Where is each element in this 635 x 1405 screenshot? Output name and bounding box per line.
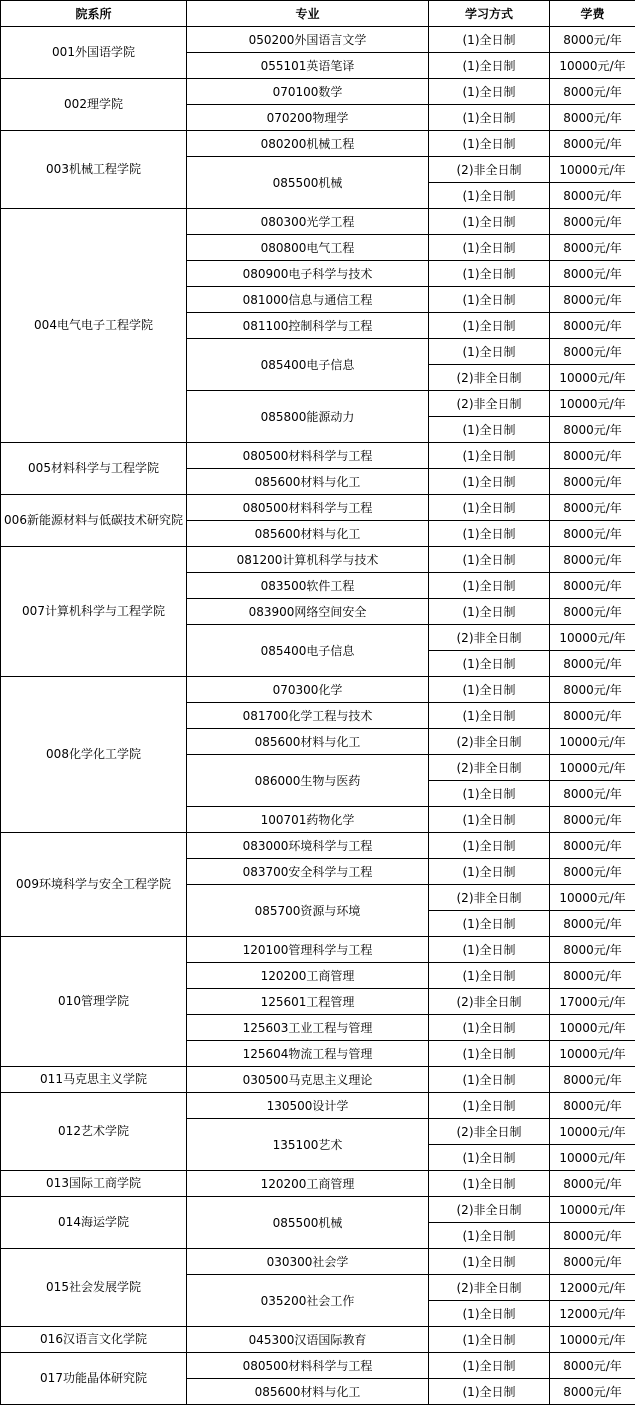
dept-cell: 017功能晶体研究院 <box>1 1353 187 1405</box>
fee-cell: 8000元/年 <box>550 183 635 209</box>
header-row <box>1 1 635 27</box>
fee-cell: 8000元/年 <box>550 937 635 963</box>
study-mode-cell: (1)全日制 <box>429 807 550 833</box>
major-cell: 083000环境科学与工程 <box>187 833 429 859</box>
fee-cell: 10000元/年 <box>550 1197 635 1223</box>
study-mode-cell: (1)全日制 <box>429 1379 550 1405</box>
study-mode-cell: (1)全日制 <box>429 183 550 209</box>
study-mode-cell: (2)非全日制 <box>429 1275 550 1301</box>
fee-cell: 12000元/年 <box>550 1301 635 1327</box>
fee-cell: 10000元/年 <box>550 391 635 417</box>
major-cell: 083900网络空间安全 <box>187 599 429 625</box>
table-row <box>1 1171 635 1197</box>
study-mode-cell: (2)非全日制 <box>429 365 550 391</box>
fee-cell: 8000元/年 <box>550 313 635 339</box>
study-mode-cell: (1)全日制 <box>429 833 550 859</box>
dept-cell: 002理学院 <box>1 79 187 131</box>
fee-cell: 8000元/年 <box>550 859 635 885</box>
study-mode-cell: (1)全日制 <box>429 937 550 963</box>
study-mode-cell: (1)全日制 <box>429 1249 550 1275</box>
major-cell: 125603工业工程与管理 <box>187 1015 429 1041</box>
major-cell: 081200计算机科学与技术 <box>187 547 429 573</box>
fee-cell: 10000元/年 <box>550 1145 635 1171</box>
study-mode-cell: (1)全日制 <box>429 417 550 443</box>
table-row <box>1 1093 635 1119</box>
table-row <box>1 937 635 963</box>
fee-cell: 8000元/年 <box>550 79 635 105</box>
major-cell: 070200物理学 <box>187 105 429 131</box>
study-mode-cell: (1)全日制 <box>429 1041 550 1067</box>
fee-cell: 8000元/年 <box>550 599 635 625</box>
table-row <box>1 1353 635 1379</box>
study-mode-cell: (1)全日制 <box>429 573 550 599</box>
fee-cell: 8000元/年 <box>550 833 635 859</box>
study-mode-cell: (1)全日制 <box>429 1327 550 1353</box>
dept-cell: 011马克思主义学院 <box>1 1067 187 1093</box>
major-cell: 030300社会学 <box>187 1249 429 1275</box>
major-cell: 080800电气工程 <box>187 235 429 261</box>
study-mode-cell: (1)全日制 <box>429 131 550 157</box>
fee-cell: 12000元/年 <box>550 1275 635 1301</box>
study-mode-cell: (1)全日制 <box>429 27 550 53</box>
major-cell: 035200社会工作 <box>187 1275 429 1327</box>
fee-cell: 8000元/年 <box>550 287 635 313</box>
major-cell: 080900电子科学与技术 <box>187 261 429 287</box>
dept-cell: 012艺术学院 <box>1 1093 187 1171</box>
header-major: 专业 <box>187 1 429 27</box>
fee-cell: 8000元/年 <box>550 1067 635 1093</box>
fee-cell: 10000元/年 <box>550 1327 635 1353</box>
study-mode-cell: (1)全日制 <box>429 53 550 79</box>
major-cell: 085800能源动力 <box>187 391 429 443</box>
fee-cell: 10000元/年 <box>550 53 635 79</box>
major-cell: 050200外国语言文学 <box>187 27 429 53</box>
major-cell: 045300汉语国际教育 <box>187 1327 429 1353</box>
major-cell: 085600材料与化工 <box>187 469 429 495</box>
table-row <box>1 495 635 521</box>
fee-cell: 10000元/年 <box>550 365 635 391</box>
fee-cell: 8000元/年 <box>550 911 635 937</box>
major-cell: 085600材料与化工 <box>187 729 429 755</box>
study-mode-cell: (2)非全日制 <box>429 391 550 417</box>
dept-cell: 007计算机科学与工程学院 <box>1 547 187 677</box>
major-cell: 083700安全科学与工程 <box>187 859 429 885</box>
fee-cell: 8000元/年 <box>550 703 635 729</box>
fee-cell: 8000元/年 <box>550 443 635 469</box>
study-mode-cell: (1)全日制 <box>429 287 550 313</box>
dept-cell: 014海运学院 <box>1 1197 187 1249</box>
major-cell: 086000生物与医药 <box>187 755 429 807</box>
major-cell: 083500软件工程 <box>187 573 429 599</box>
major-cell: 120200工商管理 <box>187 963 429 989</box>
dept-cell: 015社会发展学院 <box>1 1249 187 1327</box>
fee-cell: 8000元/年 <box>550 1249 635 1275</box>
dept-cell: 004电气电子工程学院 <box>1 209 187 443</box>
table-body <box>1 27 635 1405</box>
study-mode-cell: (1)全日制 <box>429 651 550 677</box>
major-cell: 120100管理科学与工程 <box>187 937 429 963</box>
table-row <box>1 1067 635 1093</box>
major-cell: 081100控制科学与工程 <box>187 313 429 339</box>
header-dept: 院系所 <box>1 1 187 27</box>
fee-cell: 8000元/年 <box>550 781 635 807</box>
study-mode-cell: (1)全日制 <box>429 1353 550 1379</box>
study-mode-cell: (1)全日制 <box>429 313 550 339</box>
study-mode-cell: (2)非全日制 <box>429 885 550 911</box>
dept-cell: 001外国语学院 <box>1 27 187 79</box>
table-row <box>1 27 635 53</box>
study-mode-cell: (2)非全日制 <box>429 1197 550 1223</box>
dept-cell: 005材料科学与工程学院 <box>1 443 187 495</box>
study-mode-cell: (1)全日制 <box>429 495 550 521</box>
study-mode-cell: (1)全日制 <box>429 677 550 703</box>
study-mode-cell: (2)非全日制 <box>429 755 550 781</box>
study-mode-cell: (1)全日制 <box>429 1015 550 1041</box>
dept-cell: 010管理学院 <box>1 937 187 1067</box>
fee-cell: 8000元/年 <box>550 521 635 547</box>
fee-cell: 8000元/年 <box>550 235 635 261</box>
major-cell: 080200机械工程 <box>187 131 429 157</box>
fee-cell: 10000元/年 <box>550 729 635 755</box>
fee-cell: 10000元/年 <box>550 1041 635 1067</box>
header-fee: 学费 <box>550 1 635 27</box>
study-mode-cell: (2)非全日制 <box>429 729 550 755</box>
table-row <box>1 131 635 157</box>
major-cell: 125601工程管理 <box>187 989 429 1015</box>
fee-cell: 8000元/年 <box>550 209 635 235</box>
header-mode: 学习方式 <box>429 1 550 27</box>
study-mode-cell: (1)全日制 <box>429 599 550 625</box>
fee-cell: 8000元/年 <box>550 469 635 495</box>
table-row <box>1 1197 635 1223</box>
fee-cell: 10000元/年 <box>550 625 635 651</box>
table-row <box>1 1249 635 1275</box>
dept-cell: 013国际工商学院 <box>1 1171 187 1197</box>
fee-cell: 8000元/年 <box>550 1379 635 1405</box>
major-cell: 130500设计学 <box>187 1093 429 1119</box>
study-mode-cell: (1)全日制 <box>429 547 550 573</box>
table-row <box>1 209 635 235</box>
study-mode-cell: (1)全日制 <box>429 703 550 729</box>
major-cell: 085400电子信息 <box>187 339 429 391</box>
study-mode-cell: (1)全日制 <box>429 963 550 989</box>
study-mode-cell: (1)全日制 <box>429 1223 550 1249</box>
study-mode-cell: (1)全日制 <box>429 1093 550 1119</box>
table-row <box>1 677 635 703</box>
major-cell: 085700资源与环境 <box>187 885 429 937</box>
major-cell: 085600材料与化工 <box>187 1379 429 1405</box>
major-cell: 135100艺术 <box>187 1119 429 1171</box>
fee-cell: 17000元/年 <box>550 989 635 1015</box>
fee-cell: 8000元/年 <box>550 1223 635 1249</box>
fee-cell: 8000元/年 <box>550 1353 635 1379</box>
major-cell: 080500材料科学与工程 <box>187 495 429 521</box>
major-cell: 085500机械 <box>187 157 429 209</box>
major-cell: 070100数学 <box>187 79 429 105</box>
fee-cell: 10000元/年 <box>550 885 635 911</box>
dept-cell: 003机械工程学院 <box>1 131 187 209</box>
fee-cell: 8000元/年 <box>550 417 635 443</box>
table-row <box>1 1327 635 1353</box>
fee-cell: 8000元/年 <box>550 339 635 365</box>
fee-cell: 8000元/年 <box>550 27 635 53</box>
major-cell: 125604物流工程与管理 <box>187 1041 429 1067</box>
table-row <box>1 443 635 469</box>
major-cell: 055101英语笔译 <box>187 53 429 79</box>
study-mode-cell: (1)全日制 <box>429 235 550 261</box>
study-mode-cell: (2)非全日制 <box>429 157 550 183</box>
fee-cell: 8000元/年 <box>550 1093 635 1119</box>
study-mode-cell: (1)全日制 <box>429 781 550 807</box>
major-cell: 081700化学工程与技术 <box>187 703 429 729</box>
fee-cell: 10000元/年 <box>550 755 635 781</box>
study-mode-cell: (1)全日制 <box>429 1171 550 1197</box>
fee-cell: 8000元/年 <box>550 1171 635 1197</box>
major-cell: 080500材料科学与工程 <box>187 443 429 469</box>
fee-cell: 8000元/年 <box>550 105 635 131</box>
study-mode-cell: (1)全日制 <box>429 105 550 131</box>
major-cell: 070300化学 <box>187 677 429 703</box>
fee-cell: 8000元/年 <box>550 547 635 573</box>
study-mode-cell: (1)全日制 <box>429 859 550 885</box>
major-cell: 085500机械 <box>187 1197 429 1249</box>
study-mode-cell: (1)全日制 <box>429 1067 550 1093</box>
study-mode-cell: (1)全日制 <box>429 521 550 547</box>
table-row <box>1 79 635 105</box>
study-mode-cell: (1)全日制 <box>429 469 550 495</box>
dept-cell: 006新能源材料与低碳技术研究院 <box>1 495 187 547</box>
fee-cell: 8000元/年 <box>550 261 635 287</box>
study-mode-cell: (1)全日制 <box>429 443 550 469</box>
study-mode-cell: (1)全日制 <box>429 1145 550 1171</box>
fee-cell: 8000元/年 <box>550 963 635 989</box>
major-cell: 080500材料科学与工程 <box>187 1353 429 1379</box>
study-mode-cell: (1)全日制 <box>429 339 550 365</box>
study-mode-cell: (1)全日制 <box>429 1301 550 1327</box>
major-cell: 100701药物化学 <box>187 807 429 833</box>
fee-cell: 8000元/年 <box>550 495 635 521</box>
major-cell: 030500马克思主义理论 <box>187 1067 429 1093</box>
study-mode-cell: (1)全日制 <box>429 79 550 105</box>
fee-cell: 8000元/年 <box>550 573 635 599</box>
study-mode-cell: (2)非全日制 <box>429 625 550 651</box>
study-mode-cell: (1)全日制 <box>429 261 550 287</box>
study-mode-cell: (2)非全日制 <box>429 989 550 1015</box>
study-mode-cell: (1)全日制 <box>429 911 550 937</box>
fee-cell: 8000元/年 <box>550 131 635 157</box>
study-mode-cell: (2)非全日制 <box>429 1119 550 1145</box>
major-cell: 080300光学工程 <box>187 209 429 235</box>
fee-cell: 8000元/年 <box>550 807 635 833</box>
dept-cell: 009环境科学与安全工程学院 <box>1 833 187 937</box>
fee-cell: 10000元/年 <box>550 1015 635 1041</box>
fee-cell: 8000元/年 <box>550 677 635 703</box>
dept-cell: 008化学化工学院 <box>1 677 187 833</box>
fee-cell: 10000元/年 <box>550 157 635 183</box>
table-row <box>1 547 635 573</box>
fee-cell: 10000元/年 <box>550 1119 635 1145</box>
fee-cell: 8000元/年 <box>550 651 635 677</box>
major-cell: 120200工商管理 <box>187 1171 429 1197</box>
major-cell: 085600材料与化工 <box>187 521 429 547</box>
major-cell: 081000信息与通信工程 <box>187 287 429 313</box>
major-cell: 085400电子信息 <box>187 625 429 677</box>
table-row <box>1 833 635 859</box>
dept-cell: 016汉语言文化学院 <box>1 1327 187 1353</box>
study-mode-cell: (1)全日制 <box>429 209 550 235</box>
